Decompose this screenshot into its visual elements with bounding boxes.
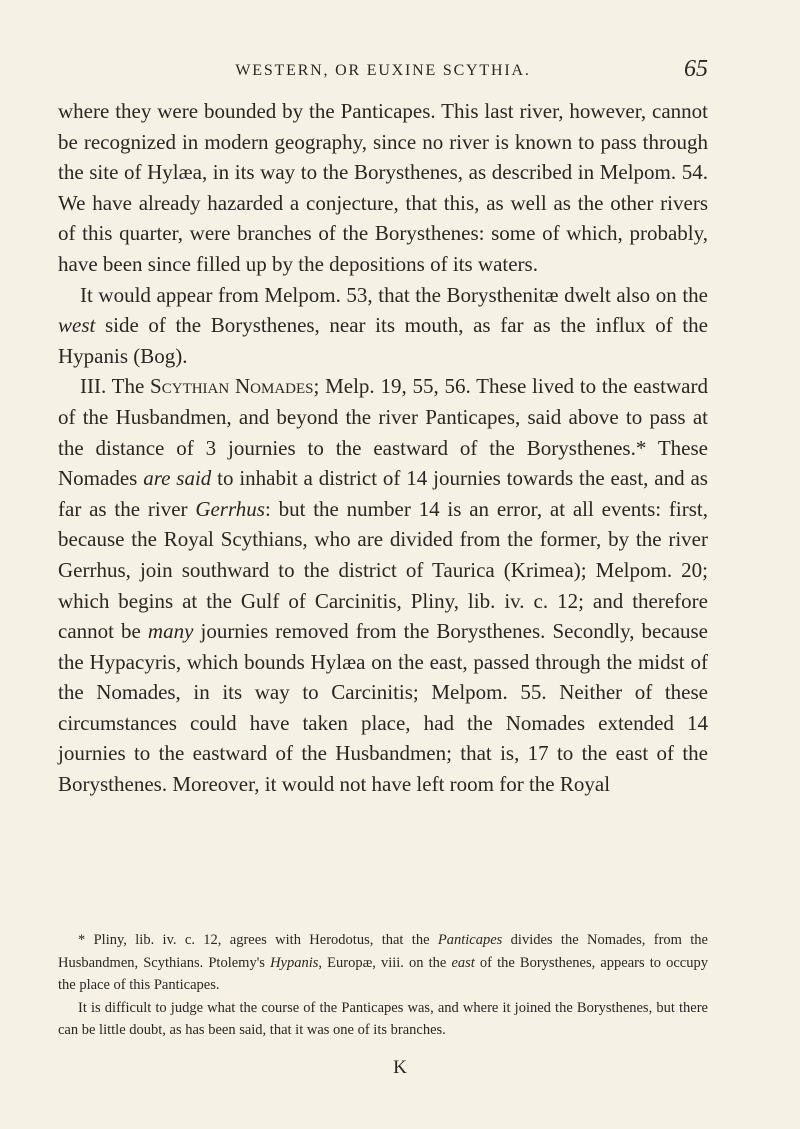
emphasis-west: west xyxy=(58,313,96,338)
footnote-panticapes-course: It is difficult to judge what the course of the Panticapes was, and where it joined the Borysthenes, but there can be little doubt, as has been said, that it was one of its branches. xyxy=(58,999,708,1038)
paragraph-scythian-nomades: III. The Scythian Nomades; Melp. 19, 55, 56. These lived to the eastward of the Husbandmen, and beyond the river Panticapes, said above to pass at the distance of 3 journies to the eastward of the Borysthenes.* These Nomades are said to inhabit a district of 14 journies towards the east, and as far as the river Gerrhus: but the number 14 is an error, at all events: first, because the Royal Scythians, who are divided from the former, by the river Gerrhus, join southward to the district of Taurica (Krimea); Melpom. 20; which begins at the Gulf of Carcinitis, Pliny, lib. iv. c. 12; and therefore cannot be many journies removed from the Borysthenes. Secondly, because the Hypacyris, which bounds Hylæa on the east, passed through the midst of the Nomades, in its way to Carcinitis; Melpom. 55. Neither of these circumstances could have taken place, had the Nomades extended 14 journies to the eastward of the Husbandmen; that is, 17 to the east of the Borysthenes. Moreover, it would not have left room for the Royal xyxy=(58,374,709,797)
paragraph-borysthenitae: It would appear from Melpom. 53, that the Borysthenitæ dwelt also on the west side of the Borysthenes, near its mouth, as far as the influx of the Hypanis (Bog). xyxy=(58,282,708,368)
section-heading-scythian-nomades: Scythian Nomades xyxy=(150,374,314,399)
footnotes xyxy=(58,929,708,1042)
footnote-pliny: * Pliny, lib. iv. c. 12, agrees with Herodotus, that the Panticapes divides the Nomades, from the Husbandmen, Scythians. Ptolemy's Hypanis, Europæ, viii. on the east of the Borysthenes, appears to occupy the place of this Panticapes. xyxy=(58,932,708,993)
signature-mark: K xyxy=(393,1057,407,1078)
page-number: 65 xyxy=(684,56,708,82)
page-header xyxy=(58,56,708,86)
body-text xyxy=(58,96,708,800)
running-head: WESTERN, OR EUXINE SCYTHIA. xyxy=(235,62,531,79)
paragraph-continuation: where they were bounded by the Panticapes. This last river, however, cannot be recognized in modern geography, since no river is known to pass through the site of Hylæa, in its way to the Borysthenes, as described in Melpom. 54. We have already hazarded a conjecture, that this, as well as the other rivers of this quarter, were branches of the Borysthenes: some of which, probably, have been since filled up by the depositions of its waters. xyxy=(58,99,708,276)
